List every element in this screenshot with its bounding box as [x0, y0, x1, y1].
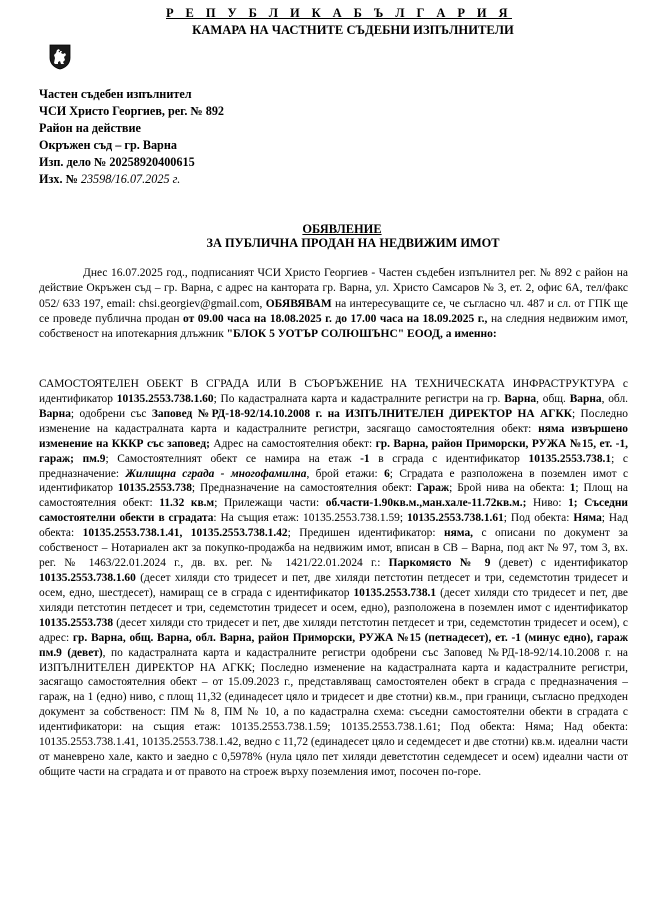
desc-bold: Варна [504, 392, 537, 405]
desc-bold: 10135.2553.738 [39, 616, 114, 629]
desc-text: ; с предназначение: [39, 452, 628, 480]
chamber-heading: КАМАРА НА ЧАСТНИТЕ СЪДЕБНИ ИЗПЪЛНИТЕЛИ [192, 23, 514, 37]
region-label: Район на действие [39, 121, 141, 135]
desc-text: (десет хиляди сто тридесет и пет, две хиляди петстотин петдесет и три, седемстотин тридесет и осем), с адрес: [39, 616, 628, 644]
intro-text-3: на следния недвижим имот, собственост на ипотекарния длъжник [39, 312, 628, 341]
desc-text: ; Предишен идентификатор: [287, 527, 436, 540]
land-id: 10135.2553.738 [117, 482, 192, 495]
desc-text: ; Прилежащи части: [214, 497, 320, 510]
desc-text: ; Предназначение на самостоятелния обект: [191, 482, 413, 495]
building-purpose: Жилищна сграда - многофамилна [125, 467, 307, 480]
desc-text: ; одобрени със [70, 407, 147, 420]
object-address: гр. Варна, район Приморски, РУЖА №15, ет. -1, гараж; пм.9 [39, 437, 628, 465]
desc-text: ; Самостоятелният обект се намира на етаж [105, 452, 352, 465]
desc-text: , обл. [601, 392, 628, 405]
lion-emblem-icon [49, 44, 71, 70]
auction-period: от 09.00 часа на 18.08.2025 г. до 17.00 часа на 18.09.2025 г., [183, 312, 488, 325]
desc-text: (десет хиляди сто тридесет и пет, две хиляди петстотин петдесет и три, седемстотин тридесет и осем, едно), разположена в поземлен имот с идентификатор [39, 586, 628, 614]
desc-bold: 10135.2553.738.1.60 [39, 571, 136, 584]
case-number: 20258920400615 [109, 155, 195, 169]
desc-text: ; Над обекта: [39, 512, 628, 540]
court-name: Окръжен съд – гр. Варна [39, 138, 177, 152]
order-reference: Заповед №РД-18-92/14.10.2008 г. на ИЗПЪЛНИТЕЛЕН ДИРЕКТОР НА АГКК [151, 407, 572, 420]
desc-text: , общ. [536, 392, 566, 405]
desc-bold: 10135.2553.738.1.41, 10135.2553.738.1.42 [82, 527, 288, 540]
notice-title-line2: ЗА ПУБЛИЧНА ПРОДАН НА НЕДВИЖИМ ИМОТ [206, 236, 500, 250]
desc-bold: 6 [384, 467, 390, 480]
notice-title-line1: ОБЯВЛЕНИЕ [302, 222, 382, 236]
desc-text: Адрес на самостоятелния обект: [213, 437, 373, 450]
desc-text: ; По кадастралната карта и кадастралните регистри на гр. [213, 392, 501, 405]
desc-bold: -1 [360, 452, 370, 465]
desc-bold: 10135.2553.738.1 [353, 586, 437, 599]
desc-text: с описани по документ за собственост – Нотариален акт за покупко-продажба на недвижим имот, вписан в СВ – Варна, под акт № 97, том 3, вх. рег. № 1463/22.01.2024 г., дв. вх. рег. № 1421/22.01.2024 г.: [39, 527, 628, 570]
desc-text: ; Под обекта: [503, 512, 570, 525]
building-id: 10135.2553.738.1 [528, 452, 612, 465]
reference-label: Изх. № [39, 172, 78, 186]
desc-text: ; Брой нива на обекта: [449, 482, 565, 495]
desc-text: САМОСТОЯТЕЛЕН ОБЕКТ В СГРАДА ИЛИ В СЪОРЪЖЕНИЕ НА ТЕХНИЧЕСКАТА ИНФРАСТРУКТУРА с идентификатор [39, 378, 628, 405]
desc-bold: 1; Съседни самостоятелни обекти в сградата [39, 497, 629, 525]
intro-text-2: на интересуващите се, че съгласно чл. 487 и сл. от ГПК ще се проведе публична продан [39, 297, 628, 325]
desc-text: (десет хиляди сто тридесет и пет, две хиляди петстотин петдесет и три, седемстотин тридесет и осем, едно, шестдесет), намиращ се в сграда с идентификатор [39, 571, 628, 599]
notice-title [0, 222, 670, 250]
desc-text: ; Сградата е разположена в поземлен имот с идентификатор [39, 467, 629, 495]
case-label: Изп. дело № [39, 155, 107, 169]
adjacent-parts: об.части-1.90кв.м.,ман.хале-11.72кв.м.; [325, 497, 527, 510]
reference-number: 23598/16.07.2025 г. [80, 172, 181, 186]
parking-spot: Паркомясто № 9 [388, 557, 491, 570]
desc-text: в сграда с идентификатор [378, 452, 520, 465]
desc-bold: няма, [444, 527, 473, 540]
desc-bold: Гараж [416, 482, 450, 495]
desc-text: : На същия етаж: 10135.2553.738.1.59; [213, 512, 403, 525]
desc-bold: Варна [39, 407, 71, 420]
intro-text-1: Днес 16.07.2025 год., подписаният ЧСИ Христо Георгиев - Частен съдебен изпълнител рег. № 892 с район на действие Окръжен съд – гр. Варна, с адрес на кантората гр. Варна, ул. Христо Самсаров № 3, ет. 2, офис 6А, тел/факс 052/ 633 197, email: chsi.georgiev@gmail.com, [39, 267, 628, 310]
object-id: 10135.2553.738.1.60 [116, 392, 214, 405]
desc-text: , по кадастралната карта и кадастралните регистри одобрени със Заповед №РД-18-92/14.10.2008 г. на ИЗПЪЛНИТЕЛЕН ДИРЕКТОР НА АГКК; Последно изменение на кадастралната карта и кадастралните регистри, засягащо самостоятелния обект – от 15.09.2023 г., представляващ самостоятелен обект в сграда с предназначения – гараж, на 1 (едно) ниво, с площ 11,32 (единадесет цяло и тридесет и две стотни) кв.м., при граници, съгласно предходен документ за собственост: ПМ № 8, ПМ № 10, а по кадастрална схема: съседни самостоятелни обекти в сградата с идентификатори: на същия етаж: 10135.2553.738.1.59; 10135.2553.738.1.61; Под обекта: Няма; Над обекта: 10135.2553.738.1.41, 10135.2553.738.1.42, ведно с 11,72 (единадесет цяло и седемдесет и две стотни) кв.м. идеални части от маневрено хале, както и заедно с 0,5978% (нула цяло пет хиляди деветстотин седемдесет и осем) идеални части от общите части на сградата и от правото на строеж върху поземления имот, посочен по-горе. [39, 646, 628, 778]
desc-bold: 1 [569, 482, 576, 495]
intro-paragraph [39, 266, 628, 342]
desc-bold: 10135.2553.738.1.61 [406, 512, 504, 525]
reference-line [39, 171, 224, 188]
property-description [39, 377, 628, 780]
case-line [39, 154, 224, 171]
officer-role: Частен съдебен изпълнител [39, 87, 192, 101]
desc-text: ; Последно изменение на кадастралната карта и кадастралните регистри, засягащо самостоятелния обект: [39, 407, 628, 435]
desc-bold: няма извършено изменение на КККР със заповед; [39, 422, 628, 450]
officer-block [39, 86, 224, 188]
object-area: 11.32 кв.м [159, 497, 215, 510]
desc-text: ; Площ на самостоятелния обект: [39, 482, 628, 510]
republic-heading: Р Е П У Б Л И К А Б Ъ Л Г А Р И Я [166, 6, 512, 20]
desc-text: , брой етажи: [306, 467, 378, 480]
officer-name: ЧСИ Христо Георгиев, рег. № 892 [39, 104, 225, 118]
desc-text: (девет) с идентификатор [498, 557, 628, 570]
document-header [0, 6, 670, 38]
full-address: гр. Варна, общ. Варна, обл. Варна, район Приморски, РУЖА №15 (петнадесет), ет. -1 (минус едно), гараж пм.9 (девет) [39, 631, 628, 659]
debtor-name: "БЛОК 5 УОТЪР СОЛЮШЪНС" ЕООД, а именно: [226, 328, 497, 341]
desc-bold: Варна [569, 392, 602, 405]
desc-bold: Няма [573, 512, 602, 525]
desc-text: Ниво: [533, 497, 562, 510]
announce-word: ОБЯВЯВАМ [265, 297, 332, 310]
